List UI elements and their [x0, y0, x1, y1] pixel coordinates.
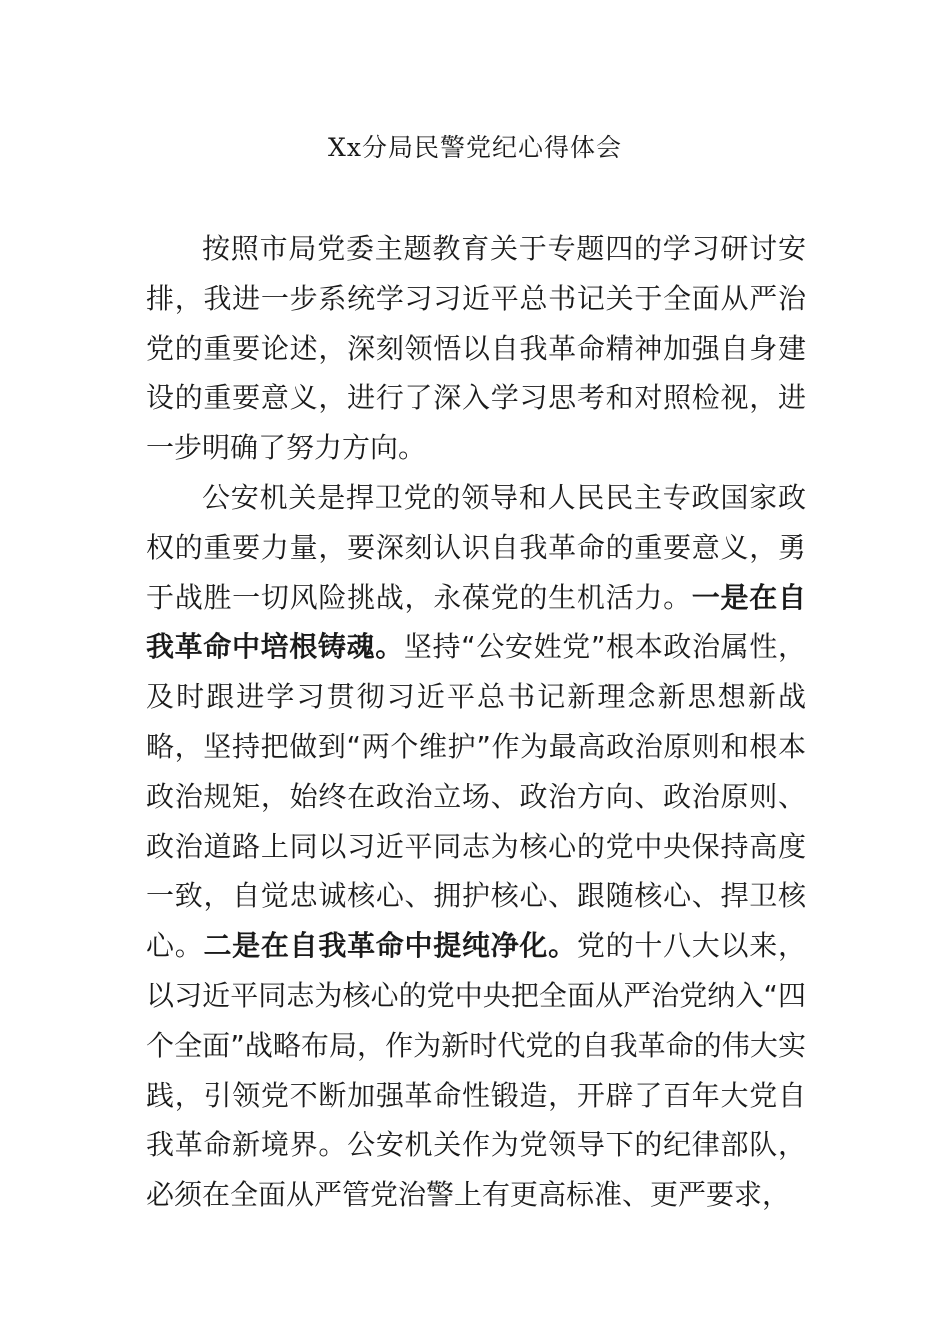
paragraph-2-section-2-text: 党的十八大以来，以习近平同志为核心的党中央把全面从严治党纳入“四个全面”战略布局，作为新时代党的自我革命的伟大实践，引领党不断加强革命性锻造，开辟了百年大党自我革命新境界。公安机关作为党领导下的纪律部队，必须在全面从严管党治警上有更高标准、更严要求， — [146, 929, 806, 1212]
paragraph-2 — [146, 473, 806, 1220]
document-title: Xx分局民警党纪心得体会 — [328, 133, 622, 162]
section-heading-2: 二是在自我革命中提纯净化。 — [203, 929, 577, 963]
document-body — [146, 224, 806, 1220]
paragraph-2-section-1-text: 坚持“公安姓党”根本政治属性，及时跟进学习贯彻习近平总书记新理念新思想新战略，坚持把做到“两个维护”作为最高政治原则和根本政治规矩，始终在政治立场、政治方向、政治原则、政治道路上同以习近平同志为核心的党中央保持高度一致，自觉忠诚核心、拥护核心、跟随核心、捍卫核心。 — [146, 630, 806, 963]
paragraph-2-intro: 公安机关是捍卫党的领导和人民民主专政国家政权的重要力量，要深刻认识自我革命的重要意义，勇于战胜一切风险挑战，永葆党的生机活力。 — [146, 480, 806, 614]
paragraph-1: 按照市局党委主题教育关于专题四的学习研讨安排，我进一步系统学习习近平总书记关于全面从严治党的重要论述，深刻领悟以自我革命精神加强自身建设的重要意义，进行了深入学习思考和对照检视，进一步明确了努力方向。 — [146, 232, 806, 465]
section-heading-1: 一是在自我革命中培根铸魂。 — [146, 580, 806, 664]
